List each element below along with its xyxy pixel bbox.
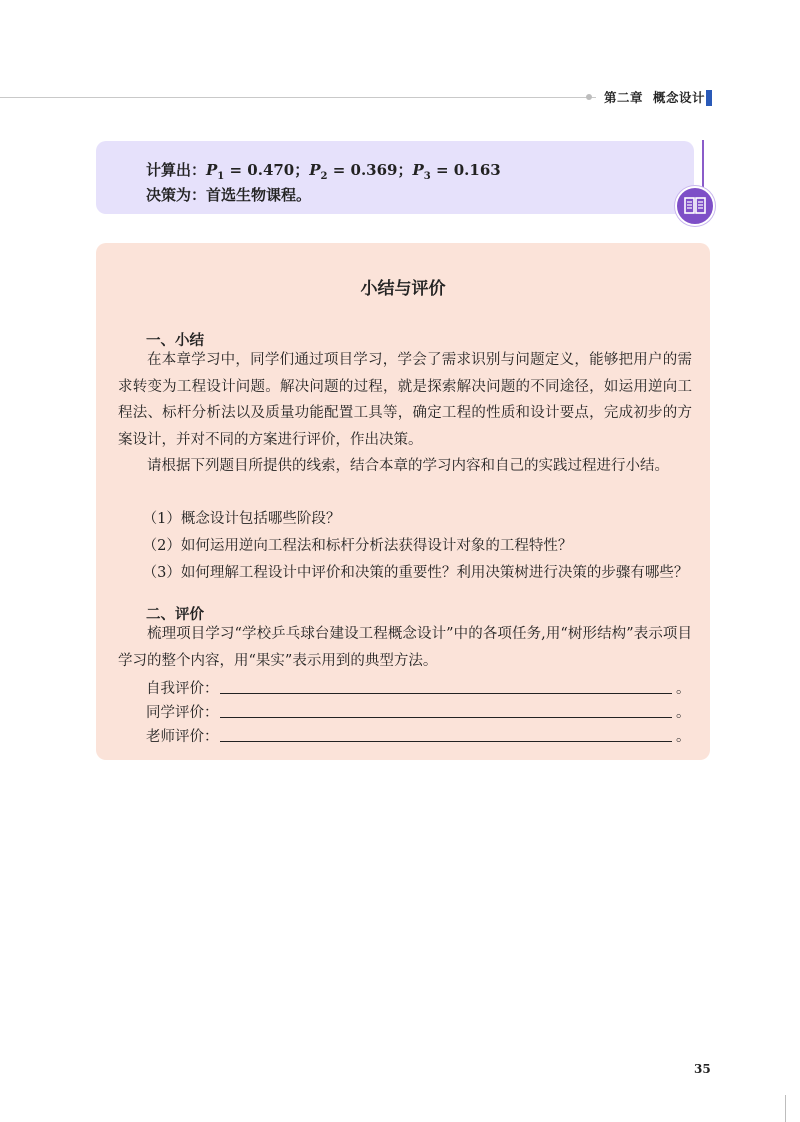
p1-subscript: 1	[217, 171, 225, 182]
summary-heading: 一、小结	[146, 332, 204, 349]
p2-subscript: 2	[320, 171, 328, 182]
summary-paragraph: 在本章学习中，同学们通过项目学习，学会了需求识别与问题定义，能够把用户的需求转变为工程设计问题。解决问题的过程，就是探索解决问题的不同途径，如运用逆向工程法、标杆分析法以及质量功能配置工具等，确定工程的性质和设计要点，完成初步的方案设计，并对不同的方案进行评价，作出决策。	[118, 352, 692, 448]
peer-evaluation-line	[220, 717, 672, 718]
summary-evaluation-box	[96, 243, 710, 760]
instruction-paragraph: 请根据下列题目所提供的线索，结合本章的学习内容和自己的实践过程进行小结。	[147, 458, 669, 474]
question-2: （2）如何运用逆向工程法和标杆分析法获得设计对象的工程特性？	[142, 538, 573, 554]
side-accent-line	[702, 140, 704, 190]
edge-rule	[785, 1095, 786, 1122]
teacher-evaluation-line	[220, 741, 672, 742]
self-evaluation-end: 。	[676, 681, 691, 697]
calculation-box	[96, 141, 694, 214]
teacher-evaluation-end: 。	[676, 729, 691, 745]
chapter-label: 第二章	[604, 90, 644, 105]
header-accent-bar	[706, 90, 712, 106]
question-3: （3）如何理解工程设计中评价和决策的重要性？利用决策树进行决策的步骤有哪些？	[142, 565, 689, 581]
evaluation-paragraph: 梳理项目学习“学校乒乓球台建设工程概念设计”中的各项任务,用“树形结构”表示项目学习的整个内容，用“果实”表示用到的典型方法。	[118, 626, 692, 669]
question-1: （1）概念设计包括哪些阶段？	[142, 511, 341, 527]
page-number: 35	[694, 1062, 711, 1076]
calculation-result	[146, 159, 501, 182]
book-icon	[684, 196, 706, 216]
header-dot	[586, 94, 592, 100]
header-rule	[0, 97, 596, 98]
p3-subscript: 3	[423, 171, 431, 182]
p2-symbol: P	[309, 161, 321, 179]
self-evaluation-line	[220, 693, 672, 694]
p1-symbol: P	[206, 161, 218, 179]
evaluation-heading: 二、评价	[146, 606, 204, 623]
section-label: 概念设计	[653, 90, 706, 105]
p3-value: = 0.163	[430, 161, 501, 179]
decision-text: 决策为：首选生物课程。	[146, 186, 312, 204]
peer-evaluation-label: 同学评价：	[146, 705, 219, 721]
calc-prefix: 计算出：	[146, 161, 207, 179]
p1-value: = 0.470；	[224, 161, 310, 179]
self-evaluation-label: 自我评价：	[146, 681, 219, 697]
book-badge	[675, 186, 715, 226]
summary-title: 小结与评价	[360, 279, 446, 299]
peer-evaluation-end: 。	[676, 705, 691, 721]
p3-symbol: P	[412, 161, 424, 179]
running-head	[604, 88, 705, 106]
teacher-evaluation-label: 老师评价：	[146, 729, 219, 745]
p2-value: = 0.369；	[327, 161, 413, 179]
